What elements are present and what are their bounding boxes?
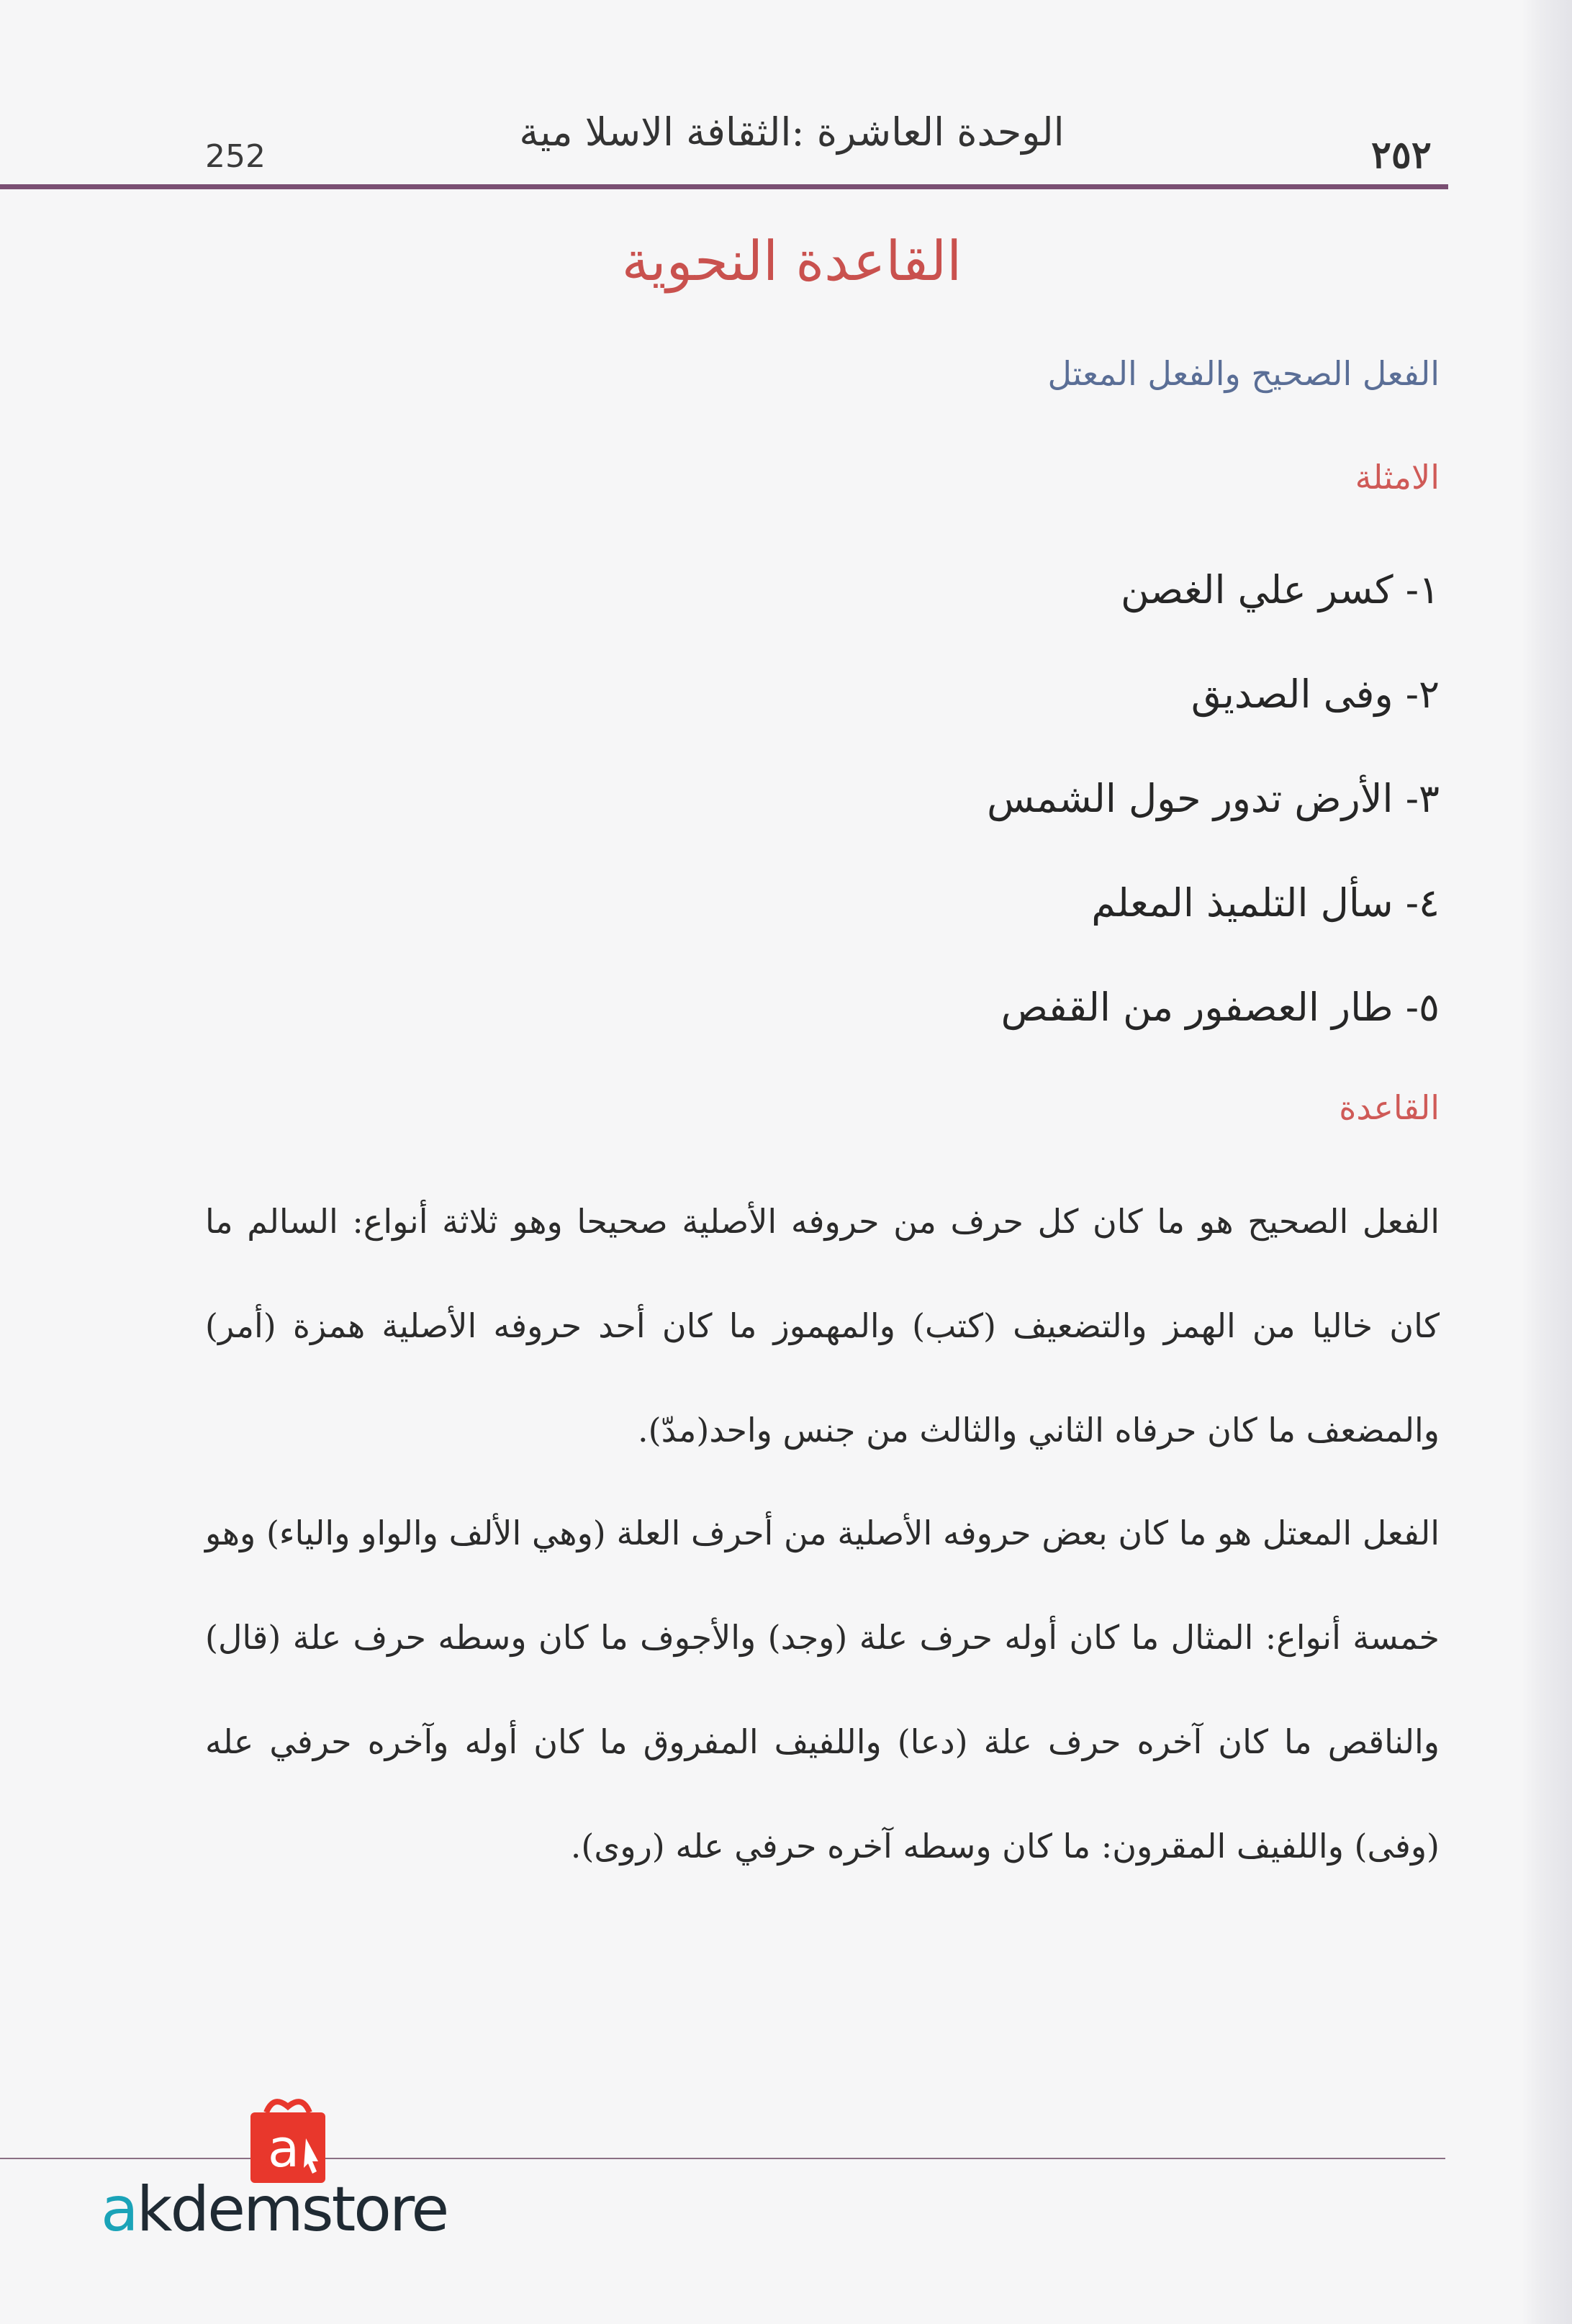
example-item: ٢- وفى الصديق [1191, 672, 1440, 717]
rule-paragraph-sound-verb: الفعل الصحيح هو ما كان كل حرف من حروفه الأصلية صحيحا وهو ثلاثة أنواع: السالم ما كان خاليا من الهمز والتضعيف (كتب) والمهموز ما كان أحد حروفه الأصلية همزة (أمر) والمضعف ما كان حرفاه الثاني والثالث من جنس واحد(مدّ). [205, 1202, 1440, 1450]
logo-text-rest: kdemstore [136, 2174, 448, 2246]
page-title: القاعدة النحوية [621, 229, 962, 293]
example-item: ٥- طار العصفور من القفص [1000, 985, 1440, 1030]
logo-badge-letter: a [268, 2118, 300, 2179]
page-number-latin: 252 [205, 138, 266, 175]
rule-heading: القاعدة [1339, 1088, 1440, 1127]
example-item: ٣- الأرض تدور حول الشمس [987, 776, 1440, 821]
examples-heading: الامثلة [1355, 458, 1440, 497]
logo-text-accent: a [101, 2174, 137, 2246]
running-title: الوحدة العاشرة :الثقافة الاسلا مية [519, 109, 1065, 155]
rule-paragraph-weak-verb: الفعل المعتل هو ما كان بعض حروفه الأصلية من أحرف العلة (وهي الألف والواو والياء) وهو خمسة أنواع: المثال ما كان أوله حرف علة (وجد) والأجوف ما كان وسطه حرف علة (قال) والناقص ما كان آخره حرف علة (دعا) واللفيف المفروق ما كان أوله وآخره حرفي عله (وفى) واللفيف المقرون: ما كان وسطه آخره حرفي عله (روى). [205, 1514, 1440, 1866]
page-edge-shadow [1522, 0, 1572, 2324]
lesson-subtitle: الفعل الصحيح والفعل المعتل [1047, 354, 1440, 393]
akdemstore-logo-text [101, 2174, 447, 2246]
example-item: ٤- سأل التلميذ المعلم [1091, 880, 1440, 926]
header-rule [0, 184, 1448, 189]
example-item: ١- كسر علي الغصن [1121, 567, 1440, 612]
examples-list [576, 554, 1440, 1076]
page-number-arabic: ٢٥٢ [1371, 133, 1432, 177]
